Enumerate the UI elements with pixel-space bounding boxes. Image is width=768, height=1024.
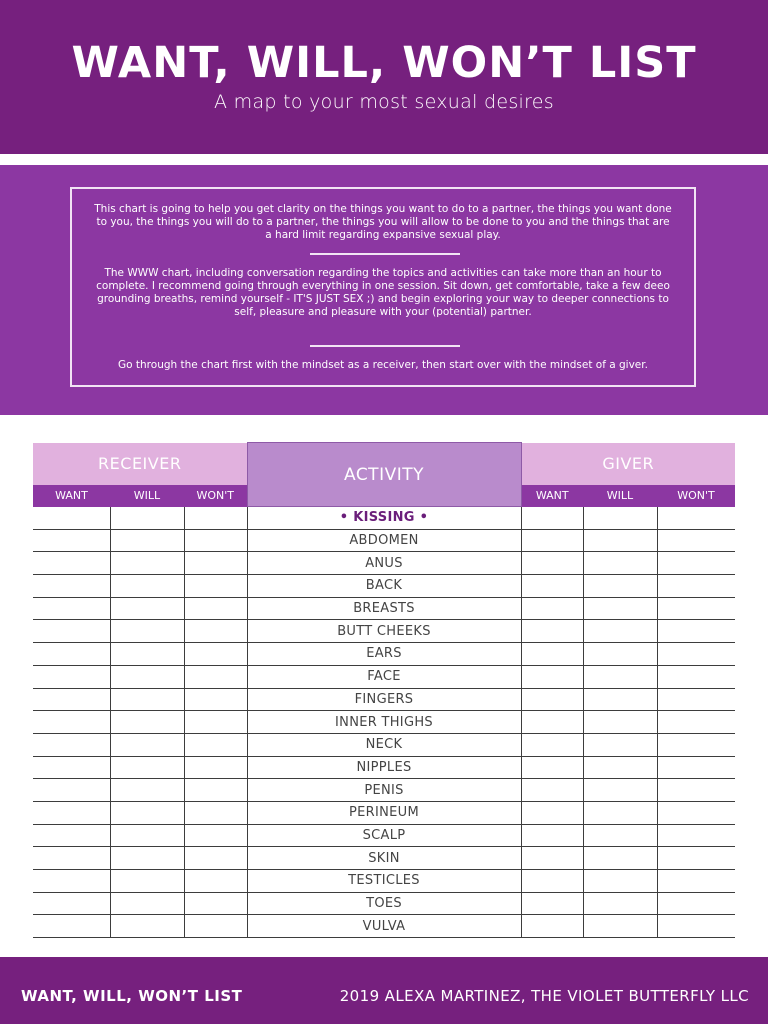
receiver-want-cell[interactable]: [33, 575, 110, 598]
giver-wont-cell[interactable]: [657, 575, 735, 598]
header-banner: [0, 0, 768, 154]
activity-label: FACE: [247, 665, 521, 688]
giver-want-cell[interactable]: [521, 575, 583, 598]
receiver-wont-cell[interactable]: [184, 711, 247, 734]
giver-will-cell[interactable]: [583, 552, 657, 575]
receiver-wont-cell[interactable]: [184, 552, 247, 575]
receiver-want-cell[interactable]: [33, 892, 110, 915]
giver-wont-cell[interactable]: [657, 915, 735, 938]
activity-label: INNER THIGHS: [247, 711, 521, 734]
footer-title: WANT, WILL, WON’T LIST: [21, 987, 243, 1005]
receiver-wont-cell[interactable]: [184, 870, 247, 893]
receiver-want-cell[interactable]: [33, 529, 110, 552]
giver-will-cell[interactable]: [583, 643, 657, 666]
giver-will-cell[interactable]: [583, 620, 657, 643]
intro-paragraph-2: The WWW chart, including conversation regarding the topics and activities can take more than an hour to complete. I recommend going through everything in one session. Sit down, get comfortable, take a few deeo grounding breaths, remind yourself - IT'S JUST SEX ;) and begin exploring your way to deeper connections to self, pleasure and pleasure with your (potential) partner.: [96, 267, 670, 318]
giver-want-cell[interactable]: [521, 847, 583, 870]
giver-wont-cell[interactable]: [657, 620, 735, 643]
activity-row: [33, 711, 735, 734]
receiver-will-cell[interactable]: [110, 870, 184, 893]
receiver-will-cell[interactable]: [110, 824, 184, 847]
receiver-want-header: WANT: [33, 485, 110, 507]
page-subtitle: A map to your most sexual desires: [214, 91, 554, 113]
receiver-wont-cell[interactable]: [184, 597, 247, 620]
activity-label: VULVA: [247, 915, 521, 938]
giver-will-cell[interactable]: [583, 915, 657, 938]
giver-wont-cell[interactable]: [657, 801, 735, 824]
activity-label: EARS: [247, 643, 521, 666]
giver-want-cell[interactable]: [521, 824, 583, 847]
receiver-will-cell[interactable]: [110, 756, 184, 779]
giver-want-cell[interactable]: [521, 620, 583, 643]
intro-paragraph-3: Go through the chart first with the mindset as a receiver, then start over with the mindset of a giver.: [118, 359, 648, 371]
activity-row: [33, 575, 735, 598]
receiver-wont-cell[interactable]: [184, 688, 247, 711]
receiver-want-cell[interactable]: [33, 801, 110, 824]
giver-wont-cell[interactable]: [657, 824, 735, 847]
activity-label: BREASTS: [247, 597, 521, 620]
receiver-will-cell[interactable]: [110, 507, 184, 530]
giver-want-cell[interactable]: [521, 915, 583, 938]
giver-will-cell[interactable]: [583, 779, 657, 802]
receiver-want-cell[interactable]: [33, 824, 110, 847]
giver-wont-cell[interactable]: [657, 711, 735, 734]
giver-wont-cell[interactable]: [657, 597, 735, 620]
receiver-want-cell[interactable]: [33, 643, 110, 666]
giver-will-cell[interactable]: [583, 892, 657, 915]
receiver-wont-cell[interactable]: [184, 643, 247, 666]
receiver-will-cell[interactable]: [110, 688, 184, 711]
giver-will-cell[interactable]: [583, 711, 657, 734]
activity-row: [33, 801, 735, 824]
giver-wont-cell[interactable]: [657, 643, 735, 666]
giver-want-cell[interactable]: [521, 552, 583, 575]
giver-wont-cell[interactable]: [657, 688, 735, 711]
activity-label: SCALP: [247, 824, 521, 847]
giver-will-cell[interactable]: [583, 665, 657, 688]
giver-want-cell[interactable]: [521, 733, 583, 756]
receiver-want-cell[interactable]: [33, 711, 110, 734]
giver-wont-cell[interactable]: [657, 756, 735, 779]
receiver-wont-cell[interactable]: [184, 801, 247, 824]
receiver-want-cell[interactable]: [33, 756, 110, 779]
receiver-wont-cell[interactable]: [184, 779, 247, 802]
receiver-want-cell[interactable]: [33, 915, 110, 938]
giver-want-header: WANT: [521, 485, 583, 507]
activity-row: [33, 597, 735, 620]
category-label: • KISSING •: [247, 507, 521, 530]
activity-row: [33, 824, 735, 847]
giver-will-cell[interactable]: [583, 847, 657, 870]
activity-header: ACTIVITY: [247, 443, 521, 507]
activity-row: [33, 643, 735, 666]
receiver-will-cell[interactable]: [110, 620, 184, 643]
receiver-will-cell[interactable]: [110, 643, 184, 666]
giver-want-cell[interactable]: [521, 711, 583, 734]
giver-will-cell[interactable]: [583, 529, 657, 552]
giver-want-cell[interactable]: [521, 870, 583, 893]
receiver-will-cell[interactable]: [110, 711, 184, 734]
giver-wont-cell[interactable]: [657, 529, 735, 552]
receiver-wont-cell[interactable]: [184, 620, 247, 643]
activity-row: [33, 756, 735, 779]
receiver-will-cell[interactable]: [110, 892, 184, 915]
receiver-will-cell[interactable]: [110, 733, 184, 756]
giver-will-cell[interactable]: [583, 801, 657, 824]
intro-box: [70, 187, 696, 387]
giver-wont-cell[interactable]: [657, 733, 735, 756]
activity-row: [33, 779, 735, 802]
giver-want-cell[interactable]: [521, 756, 583, 779]
giver-will-cell[interactable]: [583, 733, 657, 756]
receiver-wont-cell[interactable]: [184, 892, 247, 915]
receiver-want-cell[interactable]: [33, 597, 110, 620]
giver-will-cell[interactable]: [583, 575, 657, 598]
receiver-will-cell[interactable]: [110, 552, 184, 575]
receiver-will-header: WILL: [110, 485, 184, 507]
receiver-want-cell[interactable]: [33, 688, 110, 711]
receiver-will-cell[interactable]: [110, 779, 184, 802]
giver-header: GIVER: [521, 443, 735, 485]
receiver-wont-header: WON'T: [184, 485, 247, 507]
giver-wont-cell[interactable]: [657, 892, 735, 915]
giver-want-cell[interactable]: [521, 643, 583, 666]
receiver-wont-cell[interactable]: [184, 575, 247, 598]
giver-want-cell[interactable]: [521, 529, 583, 552]
receiver-want-cell[interactable]: [33, 620, 110, 643]
activity-label: NIPPLES: [247, 756, 521, 779]
activity-row: [33, 870, 735, 893]
activity-row: [33, 620, 735, 643]
activity-row: [33, 688, 735, 711]
intro-paragraph-1: This chart is going to help you get clarity on the things you want to do to a partner, the things you want done to you, the things you will do to a partner, the things you will allow to be done to you and the things that are a hard limit regarding expansive sexual play.: [94, 203, 672, 241]
receiver-will-cell[interactable]: [110, 529, 184, 552]
www-chart-table: [33, 442, 735, 938]
receiver-want-cell[interactable]: [33, 870, 110, 893]
giver-want-cell[interactable]: [521, 892, 583, 915]
receiver-want-cell[interactable]: [33, 779, 110, 802]
activity-label: ANUS: [247, 552, 521, 575]
intro-section: [0, 165, 768, 415]
activity-label: NECK: [247, 733, 521, 756]
receiver-will-cell[interactable]: [110, 801, 184, 824]
www-chart-body: [33, 507, 735, 938]
page-title: WANT, WILL, WON’T LIST: [71, 38, 697, 88]
receiver-wont-cell[interactable]: [184, 665, 247, 688]
activity-row: [33, 665, 735, 688]
giver-wont-cell[interactable]: [657, 779, 735, 802]
activity-row: [33, 529, 735, 552]
receiver-wont-cell[interactable]: [184, 756, 247, 779]
receiver-will-cell[interactable]: [110, 847, 184, 870]
activity-row: [33, 847, 735, 870]
receiver-header: RECEIVER: [33, 443, 247, 485]
activity-label: FINGERS: [247, 688, 521, 711]
activity-label: BACK: [247, 575, 521, 598]
divider: [310, 253, 460, 255]
giver-will-header: WILL: [583, 485, 657, 507]
giver-want-cell[interactable]: [521, 597, 583, 620]
giver-will-cell[interactable]: [583, 824, 657, 847]
giver-will-cell[interactable]: [583, 688, 657, 711]
giver-wont-cell[interactable]: [657, 870, 735, 893]
giver-will-cell[interactable]: [583, 756, 657, 779]
receiver-wont-cell[interactable]: [184, 847, 247, 870]
receiver-wont-cell[interactable]: [184, 824, 247, 847]
giver-wont-cell[interactable]: [657, 665, 735, 688]
activity-label: PERINEUM: [247, 801, 521, 824]
receiver-want-cell[interactable]: [33, 847, 110, 870]
giver-want-cell[interactable]: [521, 801, 583, 824]
activity-row: [33, 733, 735, 756]
activity-label: TOES: [247, 892, 521, 915]
receiver-wont-cell[interactable]: [184, 507, 247, 530]
giver-wont-cell[interactable]: [657, 847, 735, 870]
receiver-will-cell[interactable]: [110, 575, 184, 598]
footer-banner: [0, 957, 768, 1024]
activity-label: ABDOMEN: [247, 529, 521, 552]
activity-row: [33, 915, 735, 938]
receiver-want-cell[interactable]: [33, 552, 110, 575]
receiver-wont-cell[interactable]: [184, 915, 247, 938]
activity-label: BUTT CHEEKS: [247, 620, 521, 643]
giver-want-cell[interactable]: [521, 665, 583, 688]
receiver-want-cell[interactable]: [33, 665, 110, 688]
giver-wont-cell[interactable]: [657, 507, 735, 530]
giver-wont-header: WON'T: [657, 485, 735, 507]
giver-want-cell[interactable]: [521, 688, 583, 711]
footer-credit: 2019 ALEXA MARTINEZ, THE VIOLET BUTTERFLY LLC: [339, 987, 749, 1005]
divider: [310, 345, 460, 347]
receiver-want-cell[interactable]: [33, 733, 110, 756]
giver-want-cell[interactable]: [521, 507, 583, 530]
receiver-wont-cell[interactable]: [184, 529, 247, 552]
activity-label: SKIN: [247, 847, 521, 870]
activity-row: [33, 552, 735, 575]
receiver-will-cell[interactable]: [110, 597, 184, 620]
giver-will-cell[interactable]: [583, 507, 657, 530]
activity-label: PENIS: [247, 779, 521, 802]
receiver-will-cell[interactable]: [110, 915, 184, 938]
activity-label: TESTICLES: [247, 870, 521, 893]
category-row: [33, 507, 735, 530]
receiver-will-cell[interactable]: [110, 665, 184, 688]
receiver-wont-cell[interactable]: [184, 733, 247, 756]
giver-want-cell[interactable]: [521, 779, 583, 802]
giver-will-cell[interactable]: [583, 597, 657, 620]
giver-wont-cell[interactable]: [657, 552, 735, 575]
giver-will-cell[interactable]: [583, 870, 657, 893]
activity-row: [33, 892, 735, 915]
receiver-want-cell[interactable]: [33, 507, 110, 530]
